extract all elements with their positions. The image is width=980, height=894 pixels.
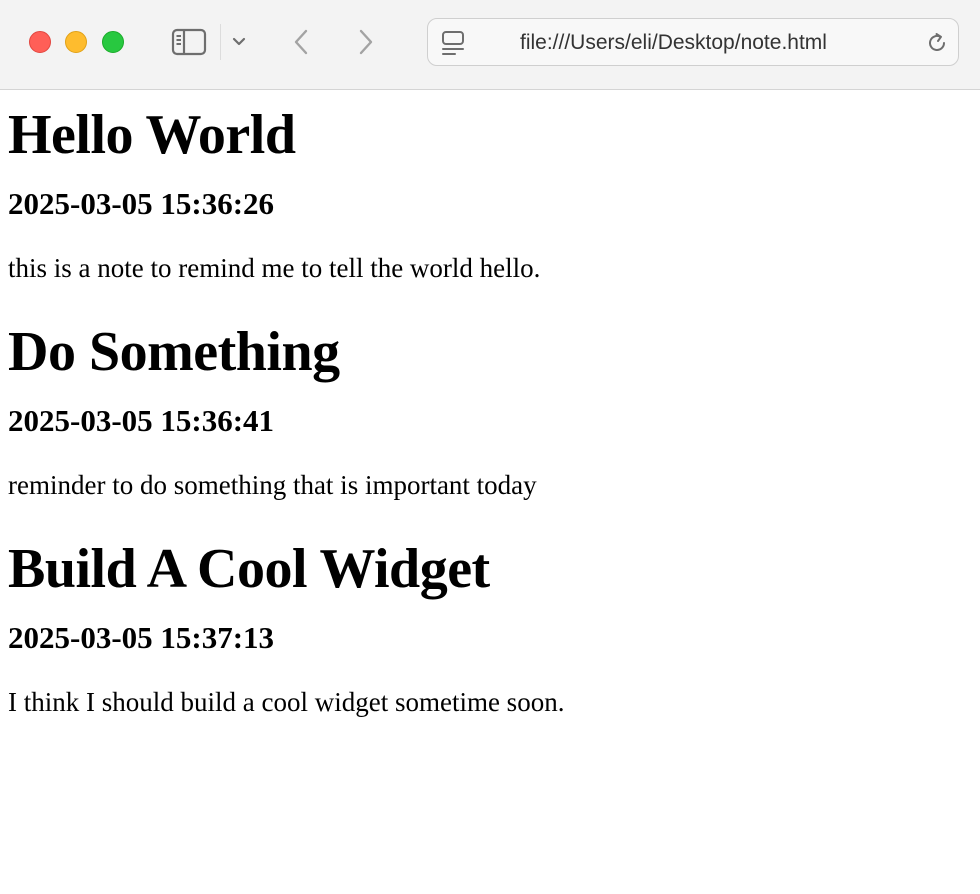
note-timestamp: 2025-03-05 15:36:41 [8,403,275,438]
tab-group-menu-button[interactable] [229,30,249,54]
url-text[interactable]: file:///Users/eli/Desktop/note.html [520,31,827,54]
note-body: I think I should build a cool widget sometime soon. [8,687,565,717]
back-button[interactable] [288,26,314,58]
reload-icon [925,31,949,55]
note-body: this is a note to remind me to tell the world hello. [8,253,541,283]
sidebar-toggle-button[interactable] [170,27,208,57]
window-zoom-button[interactable] [102,31,124,53]
sidebar-icon [171,28,207,56]
forward-button[interactable] [353,26,379,58]
page-content [0,90,980,739]
browser-toolbar [0,0,980,90]
note-timestamp: 2025-03-05 15:37:13 [8,620,275,655]
note-title: Build A Cool Widget [8,538,490,600]
note [8,90,972,305]
page-menu-icon[interactable] [441,30,465,56]
chevron-right-icon [357,28,375,56]
toolbar-divider [220,24,221,60]
note-timestamp: 2025-03-05 15:36:26 [8,186,275,221]
address-bar[interactable] [427,18,959,66]
window-close-button[interactable] [29,31,51,53]
note-title: Hello World [8,104,296,166]
chevron-left-icon [292,28,310,56]
note [8,522,972,739]
window-minimize-button[interactable] [65,31,87,53]
reload-button[interactable] [924,30,950,56]
note-title: Do Something [8,321,340,383]
note-body: reminder to do something that is important today [8,470,537,500]
chevron-down-icon [231,36,247,48]
note [8,305,972,522]
